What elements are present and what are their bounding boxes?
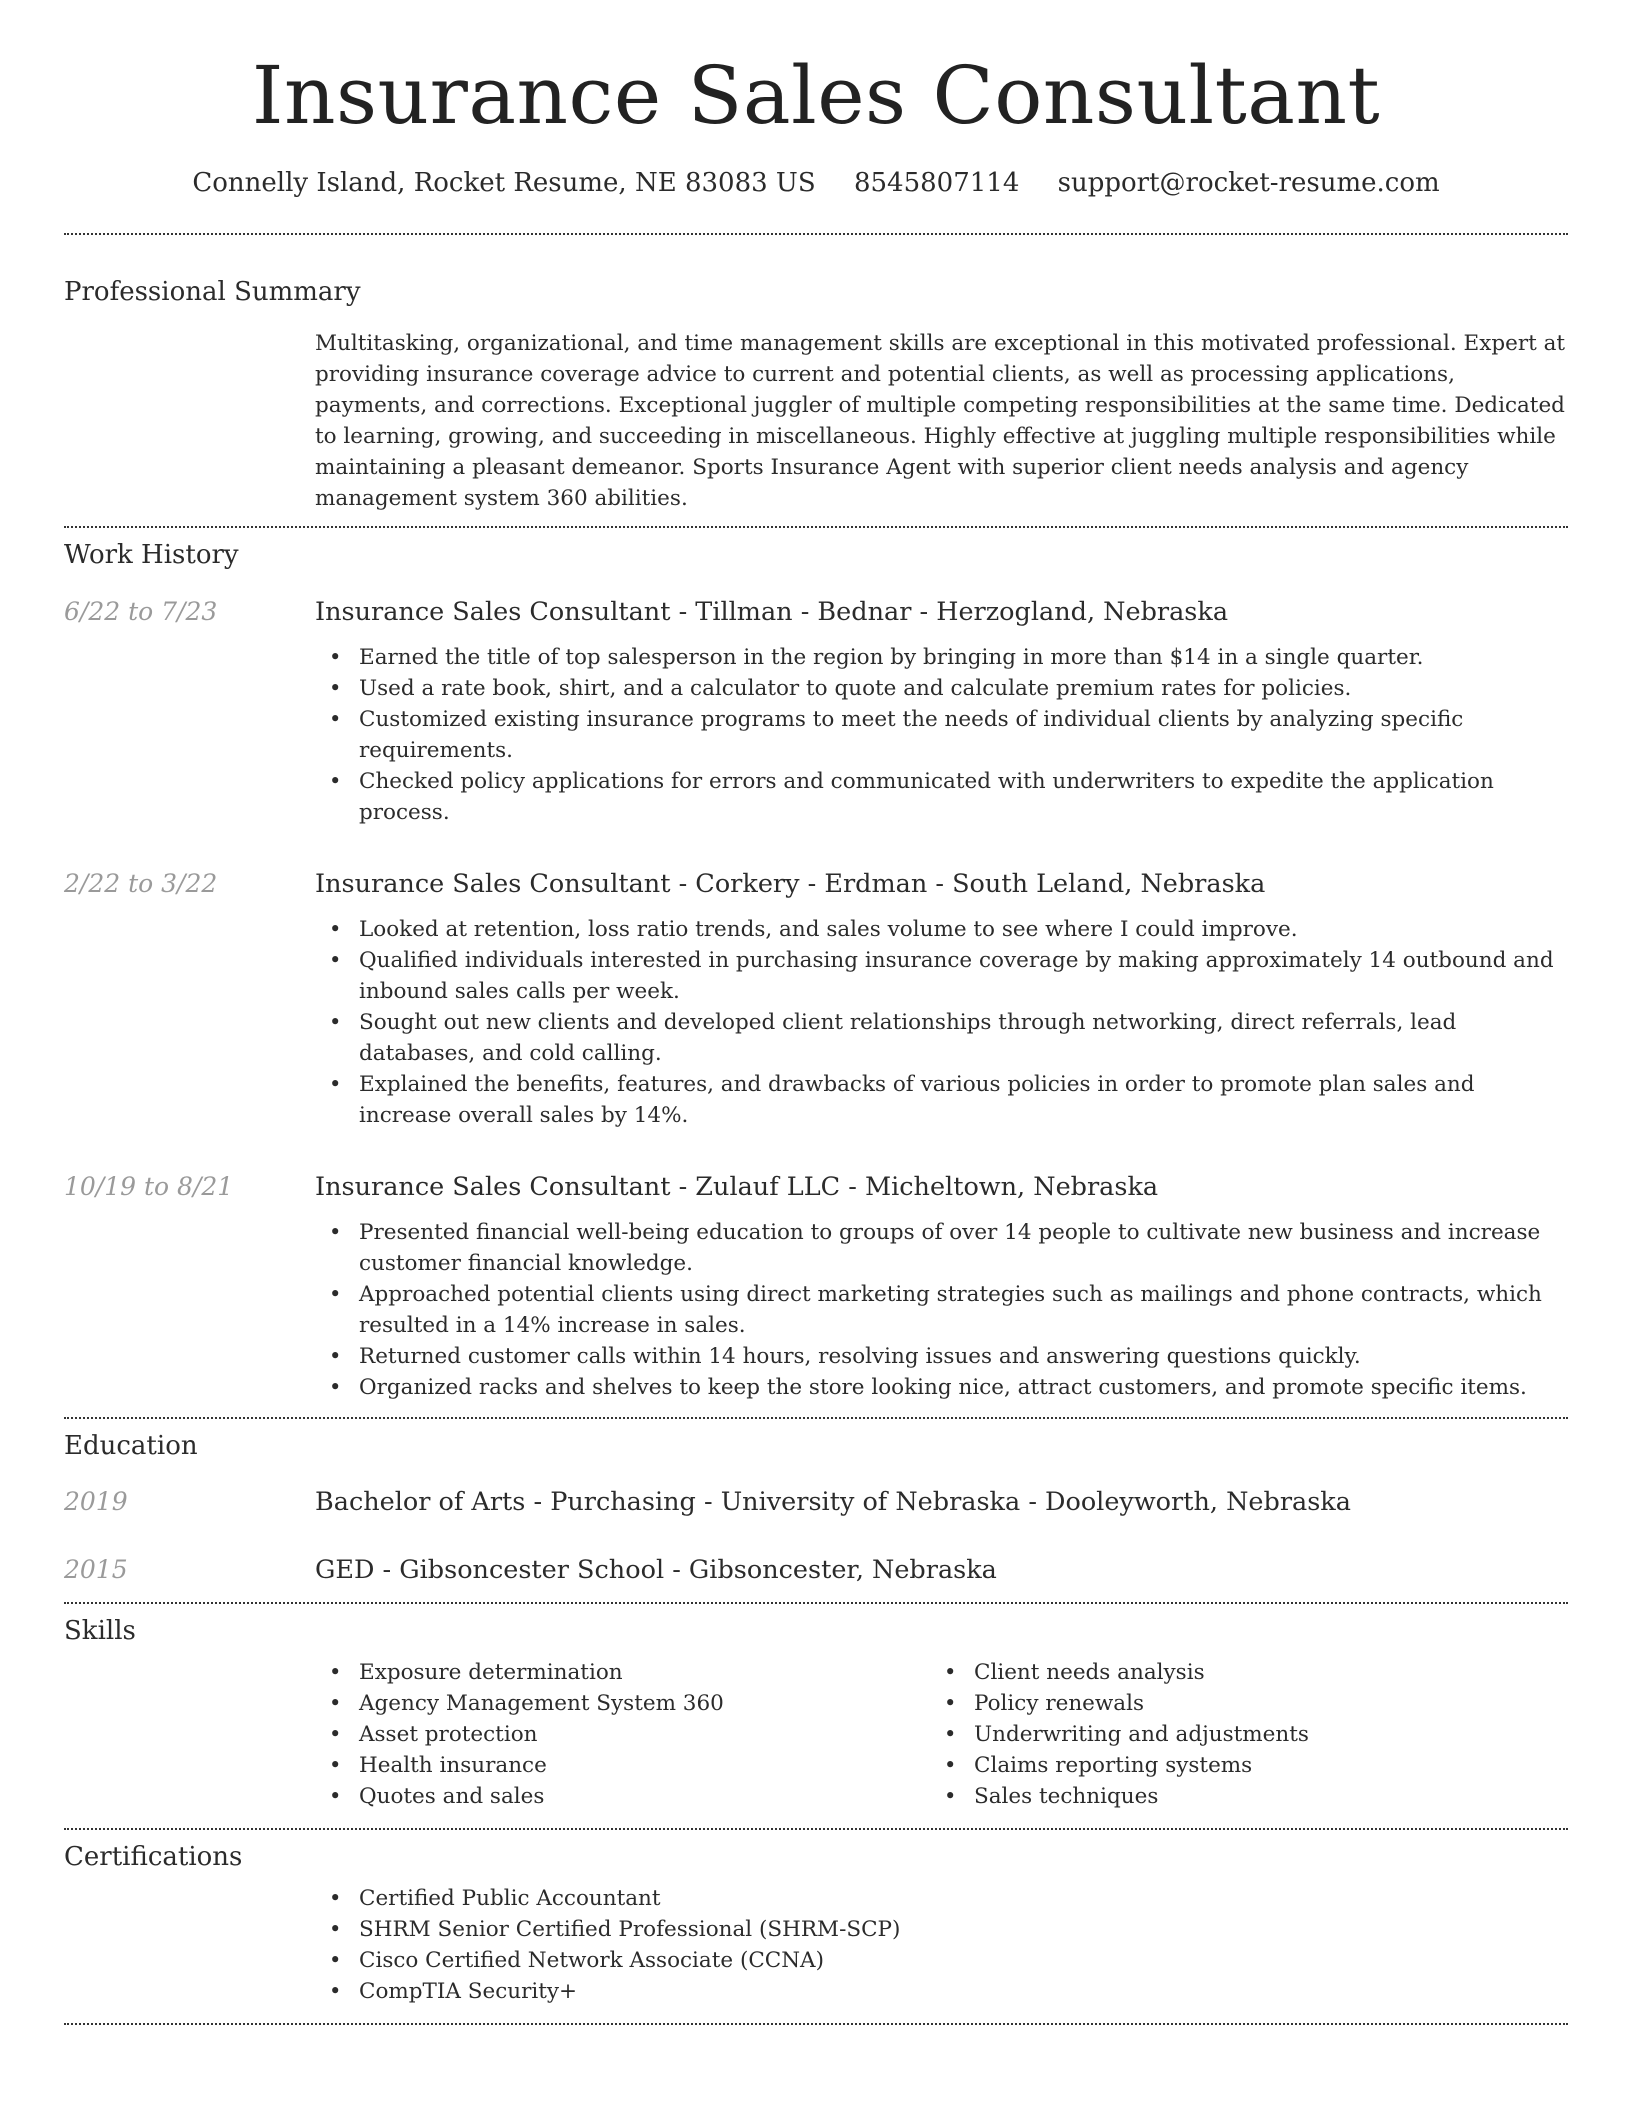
education-degree: Bachelor of Arts - Purchasing - University of Nebraska - Dooleyworth, Nebraska: [315, 1486, 1351, 1517]
job-entry: [64, 868, 1568, 1131]
divider: [64, 2023, 1568, 2025]
education-year: 2019: [64, 1486, 128, 1516]
certification-item: • Cisco Certified Network Associate (CCNA): [315, 1945, 1568, 1976]
divider: [64, 526, 1568, 528]
job-bullet: • Looked at retention, loss ratio trends, and sales volume to see where I could improve.: [315, 914, 1568, 945]
job-title: Insurance Sales Consultant - Corkery - Erdman - South Leland, Nebraska: [315, 868, 1266, 899]
divider: [64, 1602, 1568, 1604]
job-title: Insurance Sales Consultant - Tillman - Bednar - Herzogland, Nebraska: [315, 596, 1229, 627]
resume-page: [64, 0, 1568, 2025]
job-title: Insurance Sales Consultant - Zulauf LLC - Micheltown, Nebraska: [315, 1171, 1159, 1202]
job-bullet: • Explained the benefits, features, and drawbacks of various policies in order to promote plan sales and increase overall sales by 14%.: [315, 1069, 1568, 1131]
skills-list-right: [930, 1657, 1545, 1812]
job-bullets: [315, 642, 1568, 828]
certifications-section: [64, 1842, 1568, 2007]
education-entry: [64, 1486, 1568, 1518]
divider: [64, 233, 1568, 235]
skill-item: • Quotes and sales: [315, 1781, 930, 1812]
skills-section: [64, 1616, 1568, 1812]
job-entry: [64, 596, 1568, 828]
skill-item: • Asset protection: [315, 1719, 930, 1750]
job-dates: 2/22 to 3/22: [64, 868, 218, 898]
divider: [64, 1828, 1568, 1830]
job-bullet: • Organized racks and shelves to keep the store looking nice, attract customers, and promote specific items.: [315, 1372, 1568, 1403]
job-bullets: [315, 1217, 1568, 1403]
job-bullet: • Customized existing insurance programs to meet the needs of individual clients by analyzing specific requirements.: [315, 704, 1568, 766]
job-dates: 6/22 to 7/23: [64, 596, 218, 626]
job-bullet: • Qualified individuals interested in purchasing insurance coverage by making approximately 14 outbound and inbound sales calls per week.: [315, 945, 1568, 1007]
certifications-heading: Certifications: [64, 1841, 243, 1872]
job-bullet: • Used a rate book, shirt, and a calculator to quote and calculate premium rates for policies.: [315, 673, 1568, 704]
resume-name: Insurance Sales Consultant: [251, 49, 1381, 142]
skill-item: • Health insurance: [315, 1750, 930, 1781]
certifications-list: [315, 1883, 1568, 2007]
divider: [64, 1417, 1568, 1419]
job-bullet: • Presented financial well-being education to groups of over 14 people to cultivate new business and increase customer financial knowledge.: [315, 1217, 1568, 1279]
skill-item: • Client needs analysis: [930, 1657, 1545, 1688]
job-bullet: • Checked policy applications for errors and communicated with underwriters to expedite the application process.: [315, 766, 1568, 828]
job-dates: 10/19 to 8/21: [64, 1171, 234, 1201]
contact-phone: 8545807114: [853, 168, 1020, 198]
work-history-heading: Work History: [64, 540, 239, 571]
skills-heading: Skills: [64, 1615, 136, 1646]
skill-item: • Underwriting and adjustments: [930, 1719, 1545, 1750]
job-bullet: • Earned the title of top salesperson in the region by bringing in more than $14 in a single quarter.: [315, 642, 1568, 673]
skill-item: • Policy renewals: [930, 1688, 1545, 1719]
contact-email: support@rocket-resume.com: [1057, 168, 1440, 198]
certification-item: • Certified Public Accountant: [315, 1883, 1568, 1914]
summary-section: [64, 277, 1568, 514]
education-section: [64, 1431, 1568, 1586]
education-degree: GED - Gibsoncester School - Gibsoncester, Nebraska: [315, 1554, 997, 1585]
certification-item: • CompTIA Security+: [315, 1976, 1568, 2007]
job-bullet: • Approached potential clients using direct marketing strategies such as mailings and phone contracts, which resulted in a 14% increase in sales.: [315, 1279, 1568, 1341]
job-entry: [64, 1171, 1568, 1403]
summary-heading: Professional Summary: [64, 277, 361, 308]
contact-line: [64, 168, 1568, 199]
skill-item: • Claims reporting systems: [930, 1750, 1545, 1781]
contact-address: Connelly Island, Rocket Resume, NE 83083 US: [192, 168, 816, 198]
education-heading: Education: [64, 1430, 198, 1461]
skill-item: • Agency Management System 360: [315, 1688, 930, 1719]
skill-item: • Sales techniques: [930, 1781, 1545, 1812]
work-history-section: [64, 540, 1568, 1402]
education-year: 2015: [64, 1554, 128, 1584]
job-bullet: • Sought out new clients and developed client relationships through networking, direct referrals, lead databases, and cold calling.: [315, 1007, 1568, 1069]
job-bullets: [315, 914, 1568, 1131]
summary-text: Multitasking, organizational, and time management skills are exceptional in this motivated professional. Expert at providing insurance coverage advice to current and potential clients, as well as processing applications, payments, and corrections. Exceptional juggler of multiple competing responsibilities at the same time. Dedicated to learning, growing, and succeeding in miscellaneous. Highly effective at juggling multiple responsibilities while maintaining a pleasant demeanor. Sports Insurance Agent with superior client needs analysis and agency management system 360 abilities.: [315, 331, 1566, 512]
job-bullet: • Returned customer calls within 14 hours, resolving issues and answering questions quickly.: [315, 1341, 1568, 1372]
skill-item: • Exposure determination: [315, 1657, 930, 1688]
skills-list-left: [315, 1657, 930, 1812]
certification-item: • SHRM Senior Certified Professional (SHRM-SCP): [315, 1914, 1568, 1945]
education-entry: [64, 1554, 1568, 1586]
skills-columns: [315, 1657, 1568, 1812]
